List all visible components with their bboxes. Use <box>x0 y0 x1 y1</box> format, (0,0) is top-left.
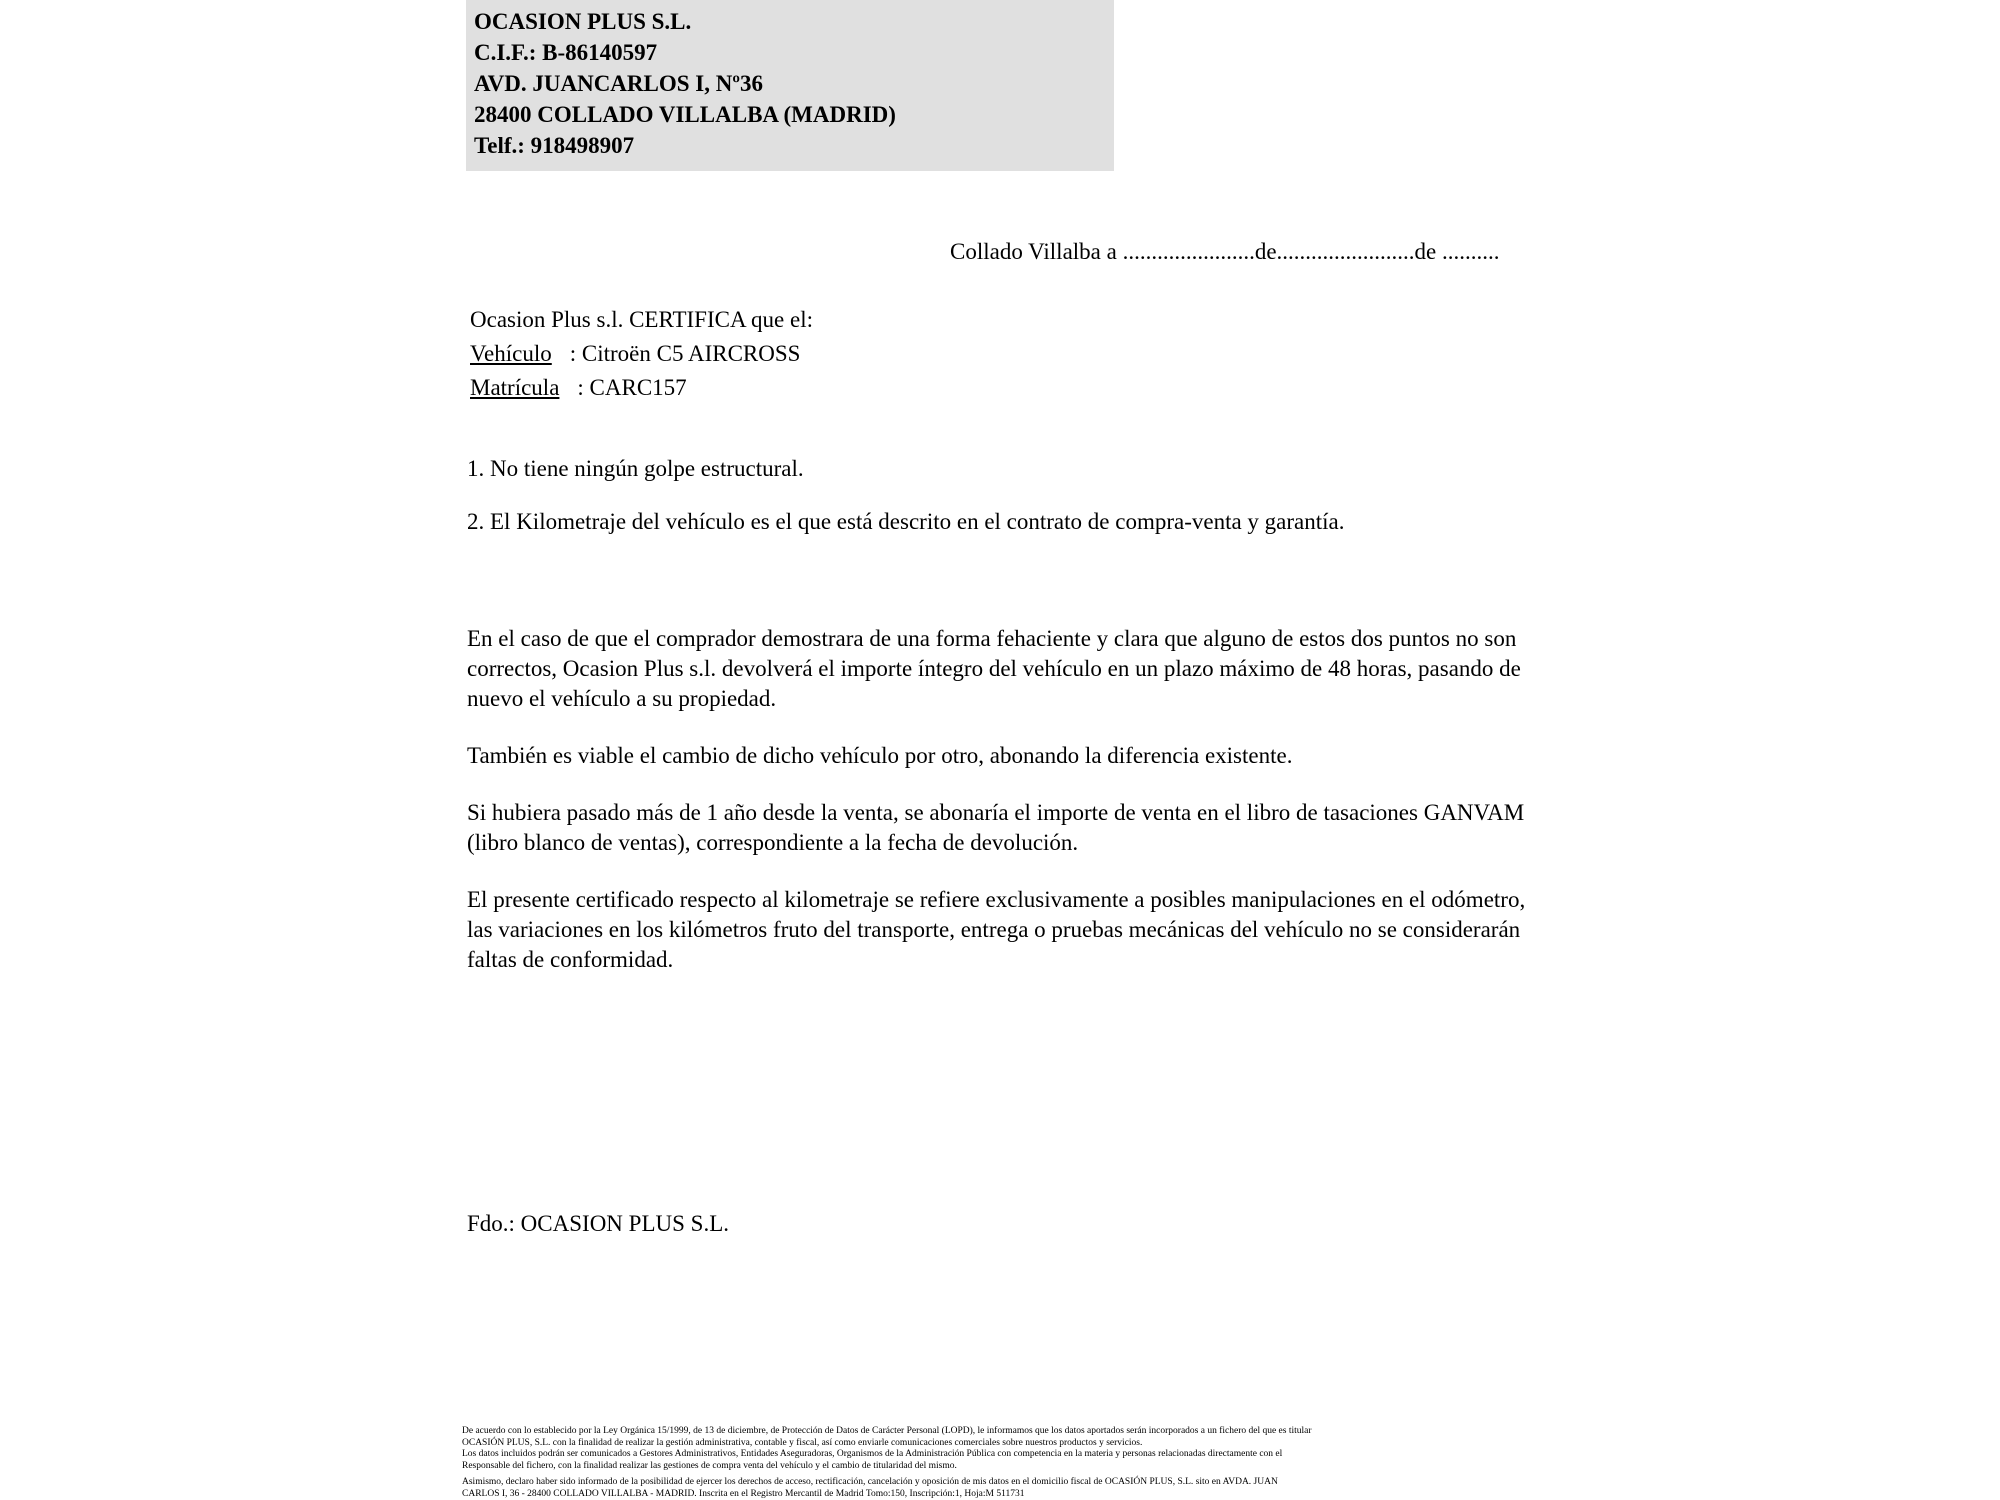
letterhead-company-name: OCASION PLUS S.L. <box>474 9 692 34</box>
paragraph-refund: En el caso de que el comprador demostrara de una forma fehaciente y clara que alguno de estos dos puntos no son correctos, Ocasion Plus s.l. devolverá el importe íntegro del vehículo en un plazo máximo de 48 horas, pasando de nuevo el vehículo a su propiedad. <box>467 626 1521 711</box>
dateline: Collado Villalba a .......................de........................de .......... <box>950 239 1500 264</box>
letterhead-address: AVD. JUANCARLOS I, Nº36 <box>474 71 763 96</box>
certification-block <box>470 303 813 405</box>
point-1: 1. No tiene ningún golpe estructural. <box>467 456 804 481</box>
legal-block1-line2: OCASIÓN PLUS, S.L. con la finalidad de realizar la gestión administrativa, contable y fiscal, así como enviarle comunicaciones comerciales sobre nuestros productos y servicios. <box>462 1437 1143 1448</box>
letterhead-phone: Telf.: 918498907 <box>474 133 635 158</box>
legal-block2-line2: Responsable del fichero, con la finalidad realizar las gestiones de compra venta del vehículo y el cambio de titularidad del mismo. <box>462 1461 957 1472</box>
body-paragraphs <box>467 624 1537 1002</box>
points-list <box>467 455 1344 561</box>
point-2: 2. El Kilometraje del vehículo es el que está descrito en el contrato de compra-venta y garantía. <box>467 509 1345 534</box>
paragraph-exchange: También es viable el cambio de dicho vehículo por otro, abonando la diferencia existente. <box>467 743 1293 768</box>
plate-value: : CARC157 <box>577 375 687 400</box>
legal-block2-line1: Los datos incluidos podrán ser comunicados a Gestores Administrativos, Entidades Aseguradoras, Organismos de la Administración Pública con competencia en la materia y personas relacionadas directamente con el <box>462 1449 1283 1460</box>
letterhead-block <box>466 0 1114 171</box>
paragraph-odometer: El presente certificado respecto al kilometraje se refiere exclusivamente a posibles manipulaciones en el odómetro, las variaciones en los kilómetros fruto del transporte, entrega o pruebas mecánicas del vehículo no se considerarán faltas de conformidad. <box>467 887 1526 972</box>
certification-intro: Ocasion Plus s.l. CERTIFICA que el: <box>470 307 813 332</box>
letterhead-cif: C.I.F.: B-86140597 <box>474 40 658 65</box>
legal-block3-line1: Asimismo, declaro haber sido informado de la posibilidad de ejercer los derechos de acceso, rectificación, cancelación y oposición de mis datos en el domicilio fiscal de OCASIÓN PLUS, S.L. sito en AVDA. JUAN <box>462 1476 1278 1487</box>
plate-label: Matrícula <box>470 375 560 400</box>
signature-line: Fdo.: OCASION PLUS S.L. <box>467 1211 729 1236</box>
letterhead-city: 28400 COLLADO VILLALBA (MADRID) <box>474 102 896 127</box>
vehicle-value: : Citroën C5 AIRCROSS <box>569 341 801 366</box>
plate-row <box>470 371 813 405</box>
paragraph-ganvam: Si hubiera pasado más de 1 año desde la venta, se abonaría el importe de venta en el libro de tasaciones GANVAM (libro blanco de ventas), correspondiente a la fecha de devolución. <box>467 800 1525 855</box>
legal-block1-line1: De acuerdo con lo establecido por la Ley Orgánica 15/1999, de 13 de diciembre, de Protección de Datos de Carácter Personal (LOPD), le informamos que los datos aportados serán incorporados a un fichero del que es titular <box>462 1426 1312 1436</box>
vehicle-label: Vehículo <box>470 341 552 366</box>
legal-footer <box>462 1426 1557 1500</box>
vehicle-row <box>470 337 813 371</box>
legal-block3-line2: CARLOS I, 36 - 28400 COLLADO VILLALBA - MADRID. Inscrita en el Registro Mercantil de Madrid Tomo:150, Inscripción:1, Hoja:M 511731 <box>462 1488 1025 1499</box>
